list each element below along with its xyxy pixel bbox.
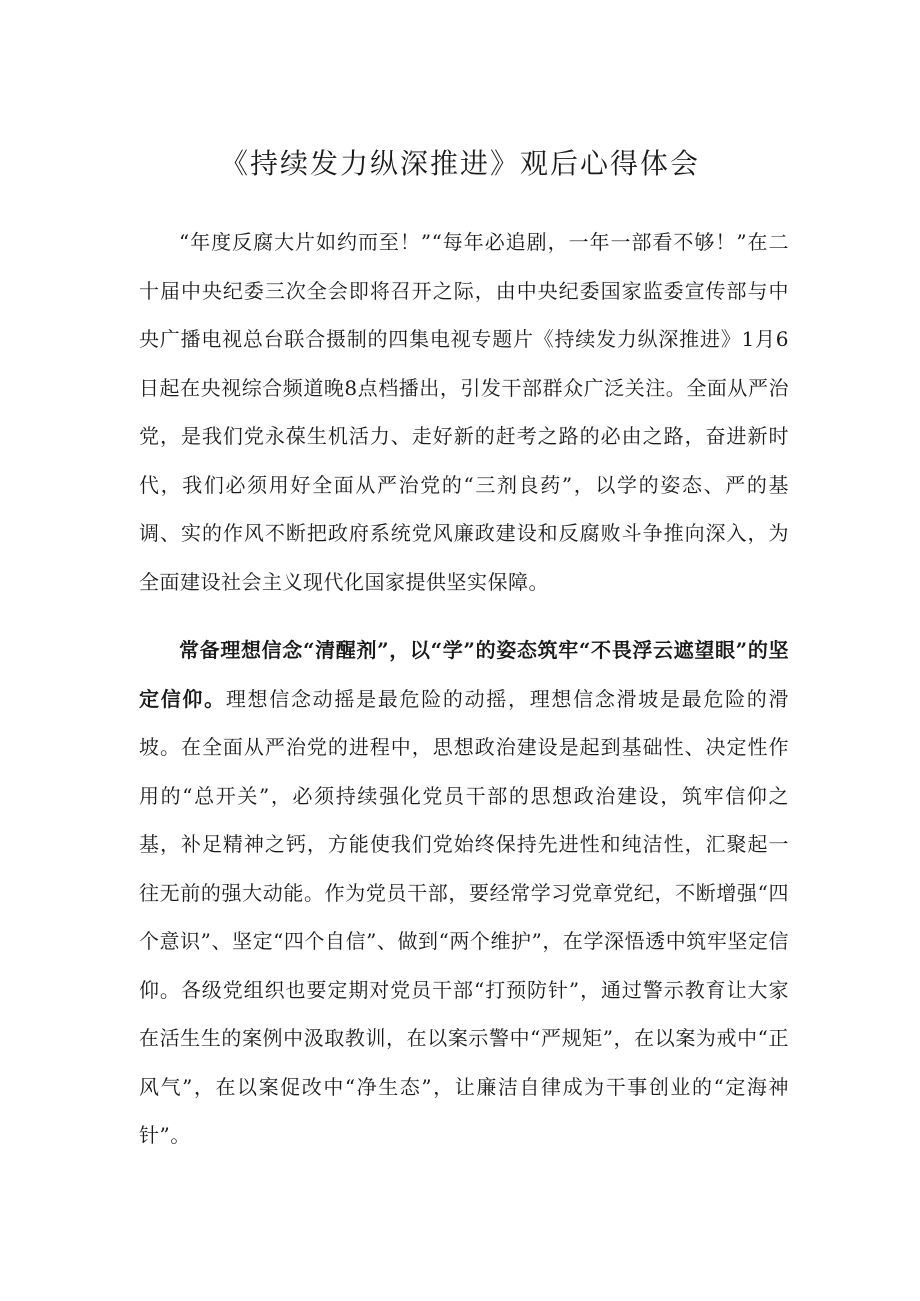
- paragraph-ideals-lead: 常备理想信念“清醒剂”，以“学”的姿态筑牢“不畏浮云遮望眼”的坚定信仰。: [139, 638, 789, 711]
- document-title: 《持续发力纵深推进》观后心得体会: [219, 147, 700, 180]
- paragraph-intro: [139, 218, 789, 606]
- paragraph-intro-text: “年度反腐大片如约而至！”“每年必追剧，一年一部看不够！”在二十届中央纪委三次全会即将召开之际，由中央纪委国家监委宣传部与中央广播电视总台联合摄制的四集电视专题片《持续发力纵深推进》1月6日起在央视综合频道晚8点档播出，引发干部群众广泛关注。全面从严治党，是我们党永葆生机活力、走好新的赶考之路的必由之路，奋进新时代，我们必须用好全面从严治党的“三剂良药”，以学的姿态、严的基调、实的作风不断把政府系统党风廉政建设和反腐败斗争推向深入，为全面建设社会主义现代化国家提供坚实保障。: [139, 230, 789, 594]
- paragraph-ideals: [139, 626, 789, 1160]
- paragraph-ideals-text: 理想信念动摇是最危险的动摇，理想信念滑坡是最危险的滑坡。在全面从严治党的进程中，思想政治建设是起到基础性、决定性作用的“总开关”，必须持续强化党员干部的思想政治建设，筑牢信仰之基，补足精神之钙，方能使我们党始终保持先进性和纯洁性，汇聚起一往无前的强大动能。作为党员干部，要经常学习党章党纪，不断增强“四个意识”、坚定“四个自信”、做到“两个维护”，在学深悟透中筑牢坚定信仰。各级党组织也要定期对党员干部“打预防针”，通过警示教育让大家在活生生的案例中汲取教训，在以案示警中“严规矩”，在以案为戒中“正风气”，在以案促改中“净生态”，让廉洁自律成为干事创业的“定海神针”。: [139, 686, 790, 1147]
